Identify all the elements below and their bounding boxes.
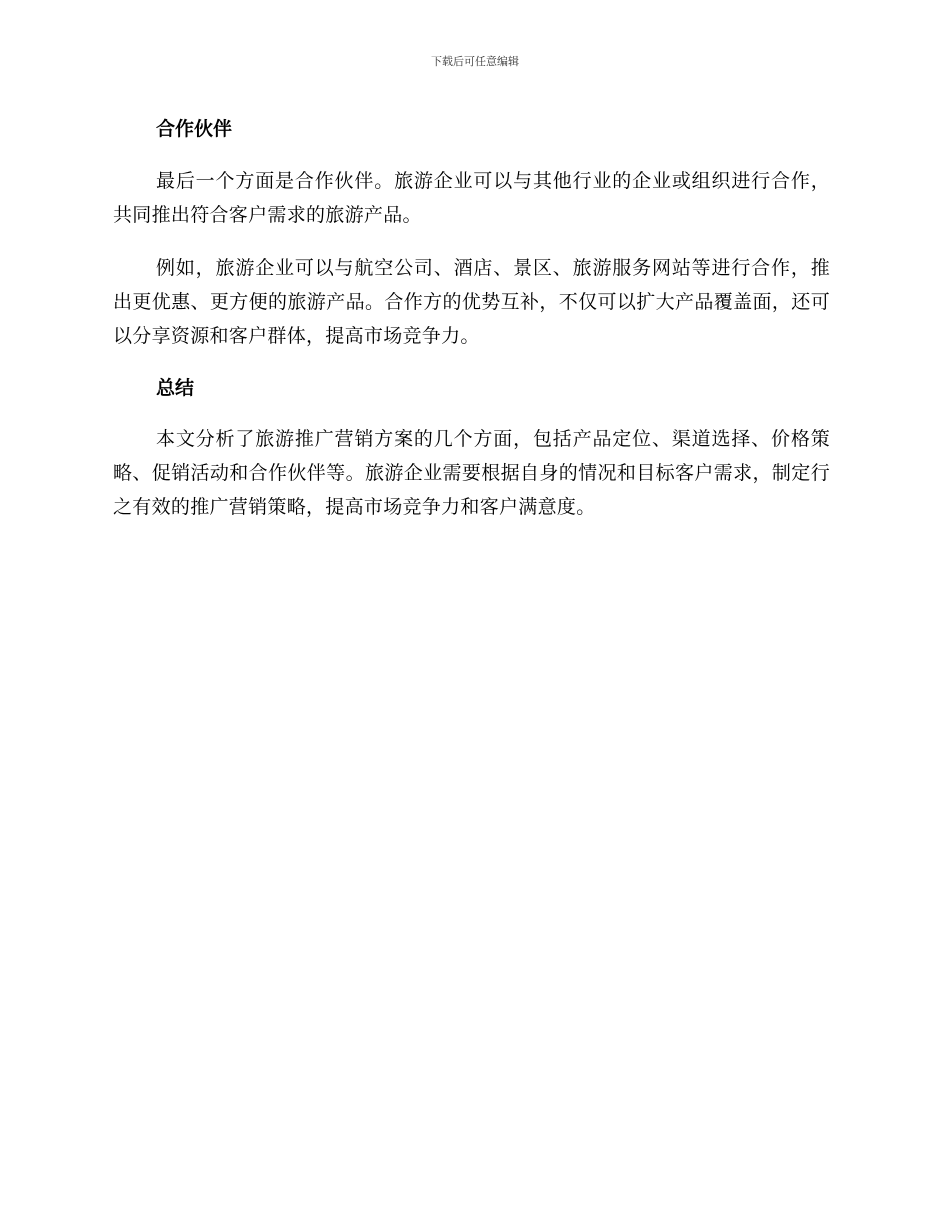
- page-header: 下载后可任意编辑: [431, 55, 519, 68]
- paragraph: 本文分析了旅游推广营销方案的几个方面，包括产品定位、渠道选择、价格策略、促销活动和合作伙伴等。旅游企业需要根据自身的情况和目标客户需求，制定行之有效的推广营销策略，提高市场竞争力和客户满意度。: [113, 428, 830, 518]
- section-heading-partners: 合作伙伴: [156, 118, 233, 140]
- paragraph: 例如，旅游企业可以与航空公司、酒店、景区、旅游服务网站等进行合作，推出更优惠、更方便的旅游产品。合作方的优势互补，不仅可以扩大产品覆盖面，还可以分享资源和客户群体，提高市场竞争力。: [113, 257, 830, 347]
- paragraph: 最后一个方面是合作伙伴。旅游企业可以与其他行业的企业或组织进行合作，共同推出符合客户需求的旅游产品。: [113, 170, 830, 226]
- document-body: [113, 114, 830, 524]
- section-heading-summary: 总结: [156, 377, 195, 399]
